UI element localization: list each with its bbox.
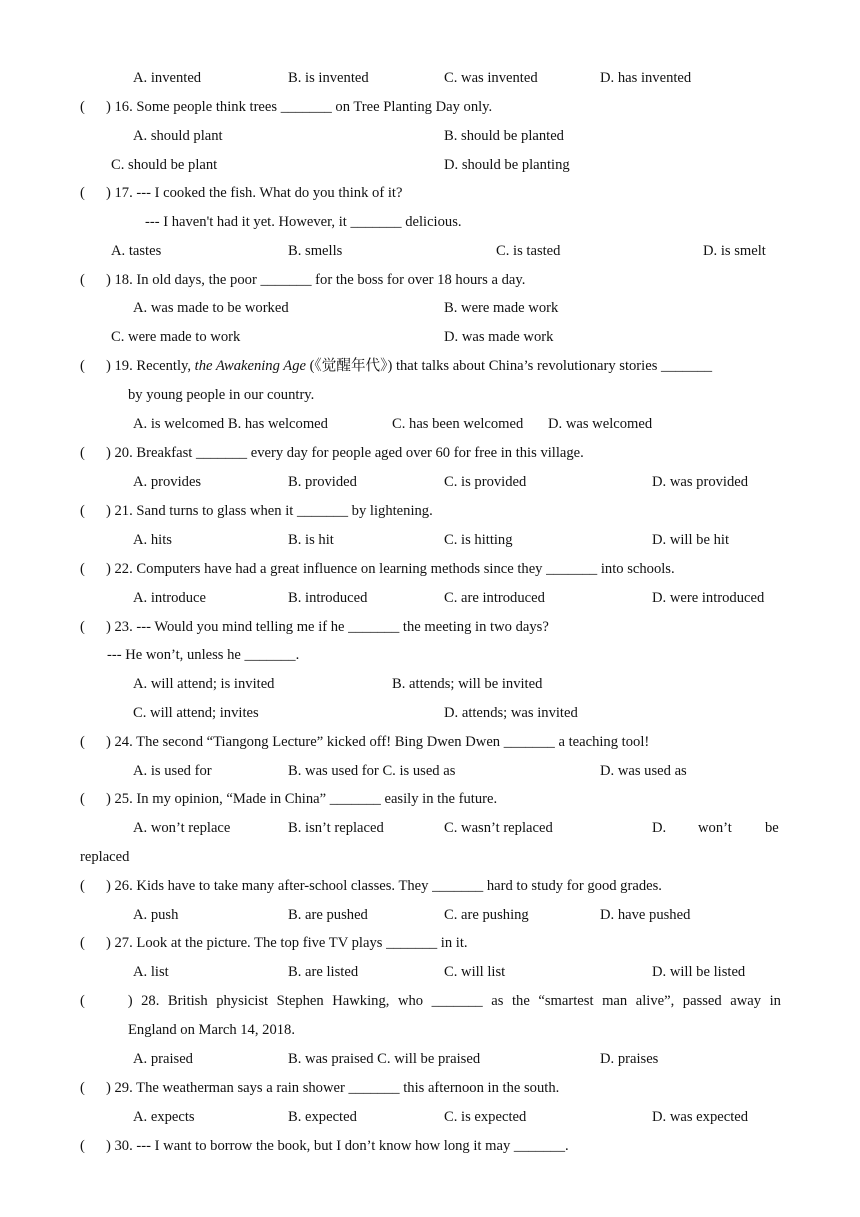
question-24 bbox=[80, 733, 649, 751]
q18-option-d: D. was made work bbox=[444, 329, 554, 345]
answer-paren: ( bbox=[80, 1080, 85, 1096]
answer-paren: ( bbox=[80, 791, 85, 807]
q26-option-d: D. have pushed bbox=[600, 907, 691, 923]
q18-option-c: C. were made to work bbox=[111, 329, 241, 345]
question-number: ) 24. bbox=[106, 734, 133, 750]
question-number: ) 19. bbox=[106, 358, 133, 374]
q22-option-b: B. introduced bbox=[288, 590, 368, 606]
answer-paren: ( bbox=[80, 734, 85, 750]
question-text: Kids have to take many after-school classes. They _______ hard to study for good grades. bbox=[136, 878, 662, 894]
question-22 bbox=[80, 560, 675, 578]
question-17 bbox=[80, 184, 402, 202]
q28-options-bc: B. was praised C. will be praised bbox=[288, 1051, 481, 1067]
answer-paren: ( bbox=[80, 272, 85, 288]
question-number: ) 28. bbox=[127, 993, 160, 1009]
q21-option-a: A. hits bbox=[133, 532, 172, 548]
q29-option-b: B. expected bbox=[288, 1109, 357, 1125]
question-text: Some people think trees _______ on Tree Planting Day only. bbox=[136, 99, 493, 115]
q21-option-d: D. will be hit bbox=[652, 532, 730, 548]
question-text: --- I want to borrow the book, but I don’t know how long it may _______. bbox=[136, 1138, 569, 1154]
q27-option-a: A. list bbox=[133, 964, 169, 980]
q29-option-a: A. expects bbox=[133, 1109, 195, 1125]
answer-paren: ( bbox=[80, 619, 85, 635]
answer-paren: ( bbox=[80, 503, 85, 519]
q25-option-b: B. isn’t replaced bbox=[288, 820, 384, 836]
question-text: British physicist Stephen Hawking, who _______ as the “smartest man alive”, passed away in bbox=[167, 993, 781, 1009]
question-27 bbox=[80, 934, 468, 952]
question-text: Breakfast _______ every day for people aged over 60 for free in this village. bbox=[136, 445, 584, 461]
question-text-post: (《觉醒年代》) that talks about China’s revolutionary stories _______ bbox=[305, 358, 713, 374]
question-number: ) 30. bbox=[106, 1138, 133, 1154]
question-number: ) 29. bbox=[106, 1080, 133, 1096]
answer-paren: ( bbox=[80, 358, 85, 374]
answer-paren: ( bbox=[80, 561, 85, 577]
q19-option-c: C. has been welcomed bbox=[392, 416, 524, 432]
q23-option-d: D. attends; was invited bbox=[444, 705, 578, 721]
q19-continuation: by young people in our country. bbox=[128, 387, 315, 403]
q20-option-d: D. was provided bbox=[652, 474, 749, 490]
question-text: Sand turns to glass when it _______ by lightening. bbox=[136, 503, 433, 519]
q16-option-d: D. should be planting bbox=[444, 157, 570, 173]
question-23 bbox=[80, 618, 549, 636]
question-21 bbox=[80, 502, 433, 520]
q22-option-c: C. are introduced bbox=[444, 590, 545, 606]
drama-title: the Awakening Age bbox=[194, 358, 306, 374]
q21-option-c: C. is hitting bbox=[444, 532, 513, 548]
question-16 bbox=[80, 98, 492, 116]
question-number: ) 16. bbox=[106, 99, 133, 115]
q22-option-d: D. were introduced bbox=[652, 590, 765, 606]
q26-option-c: C. are pushing bbox=[444, 907, 529, 923]
q15-option-a: A. invented bbox=[133, 70, 202, 86]
q22-option-a: A. introduce bbox=[133, 590, 206, 606]
q16-option-b: B. should be planted bbox=[444, 128, 564, 144]
question-30 bbox=[80, 1137, 569, 1155]
question-text: --- I cooked the fish. What do you think of it? bbox=[136, 185, 403, 201]
question-text: Look at the picture. The top five TV plays _______ in it. bbox=[136, 935, 468, 951]
q19-option-d: D. was welcomed bbox=[548, 416, 653, 432]
question-number: ) 26. bbox=[106, 878, 133, 894]
q16-option-c: C. should be plant bbox=[111, 157, 218, 173]
question-29 bbox=[80, 1079, 559, 1097]
q23-reply: --- He won’t, unless he _______. bbox=[107, 647, 300, 663]
q28-option-d: D. praises bbox=[600, 1051, 659, 1067]
q20-option-b: B. provided bbox=[288, 474, 357, 490]
question-20 bbox=[80, 444, 584, 462]
q17-option-b: B. smells bbox=[288, 243, 343, 259]
question-number: ) 22. bbox=[106, 561, 133, 577]
question-18 bbox=[80, 271, 525, 289]
answer-paren: ( bbox=[80, 1138, 85, 1154]
question-text: The weatherman says a rain shower _______ this afternoon in the south. bbox=[136, 1080, 560, 1096]
question-19 bbox=[80, 357, 712, 375]
question-text: --- Would you mind telling me if he _______ the meeting in two days? bbox=[136, 619, 549, 635]
answer-paren: ( bbox=[80, 993, 85, 1009]
question-number: ) 27. bbox=[106, 935, 133, 951]
q24-options-bc: B. was used for C. is used as bbox=[288, 763, 456, 779]
question-number: ) 18. bbox=[106, 272, 133, 288]
q25-option-d-letter: D. bbox=[652, 820, 667, 836]
q28-option-a: A. praised bbox=[133, 1051, 193, 1067]
q19-options-ab: A. is welcomed B. has welcomed bbox=[133, 416, 328, 432]
q24-option-d: D. was used as bbox=[600, 763, 687, 779]
q21-option-b: B. is hit bbox=[288, 532, 334, 548]
question-number: ) 17. bbox=[106, 185, 133, 201]
q26-option-a: A. push bbox=[133, 907, 179, 923]
question-28 bbox=[80, 992, 781, 1010]
question-number: ) 21. bbox=[106, 503, 133, 519]
q25-option-d-word1: won’t bbox=[698, 820, 732, 836]
question-25 bbox=[80, 790, 497, 808]
q17-option-c: C. is tasted bbox=[496, 243, 561, 259]
q17-reply: --- I haven't had it yet. However, it _______ delicious. bbox=[145, 214, 462, 230]
q23-option-c: C. will attend; invites bbox=[133, 705, 259, 721]
q20-option-c: C. is provided bbox=[444, 474, 527, 490]
q27-option-b: B. are listed bbox=[288, 964, 359, 980]
q18-option-b: B. were made work bbox=[444, 300, 559, 316]
q26-option-b: B. are pushed bbox=[288, 907, 368, 923]
q27-option-d: D. will be listed bbox=[652, 964, 746, 980]
q17-option-a: A. tastes bbox=[111, 243, 162, 259]
question-number: ) 23. bbox=[106, 619, 133, 635]
question-number: ) 20. bbox=[106, 445, 133, 461]
question-26 bbox=[80, 877, 662, 895]
question-text: In my opinion, “Made in China” _______ easily in the future. bbox=[136, 791, 498, 807]
answer-paren: ( bbox=[80, 878, 85, 894]
question-text: In old days, the poor _______ for the boss for over 18 hours a day. bbox=[136, 272, 526, 288]
q16-option-a: A. should plant bbox=[133, 128, 223, 144]
q25-option-d-word3: replaced bbox=[80, 849, 130, 865]
q27-option-c: C. will list bbox=[444, 964, 506, 980]
question-number: ) 25. bbox=[106, 791, 133, 807]
question-text: The second “Tiangong Lecture” kicked off! Bing Dwen Dwen _______ a teaching tool! bbox=[136, 734, 650, 750]
q25-option-a: A. won’t replace bbox=[133, 820, 231, 836]
q29-option-d: D. was expected bbox=[652, 1109, 749, 1125]
q23-option-a: A. will attend; is invited bbox=[133, 676, 275, 692]
q24-option-a: A. is used for bbox=[133, 763, 212, 779]
question-text: Computers have had a great influence on learning methods since they _______ into schools. bbox=[136, 561, 675, 577]
answer-paren: ( bbox=[80, 935, 85, 951]
q17-option-d: D. is smelt bbox=[703, 243, 766, 259]
q15-option-c: C. was invented bbox=[444, 70, 538, 86]
q15-option-d: D. has invented bbox=[600, 70, 692, 86]
q28-continuation: England on March 14, 2018. bbox=[128, 1022, 295, 1038]
q18-option-a: A. was made to be worked bbox=[133, 300, 289, 316]
q25-option-c: C. wasn’t replaced bbox=[444, 820, 553, 836]
q29-option-c: C. is expected bbox=[444, 1109, 527, 1125]
q23-option-b: B. attends; will be invited bbox=[392, 676, 543, 692]
question-text-pre: Recently, bbox=[136, 358, 195, 374]
answer-paren: ( bbox=[80, 445, 85, 461]
q20-option-a: A. provides bbox=[133, 474, 202, 490]
answer-paren: ( bbox=[80, 185, 85, 201]
q15-option-b: B. is invented bbox=[288, 70, 369, 86]
q25-option-d-word2: be bbox=[765, 820, 779, 836]
answer-paren: ( bbox=[80, 99, 85, 115]
